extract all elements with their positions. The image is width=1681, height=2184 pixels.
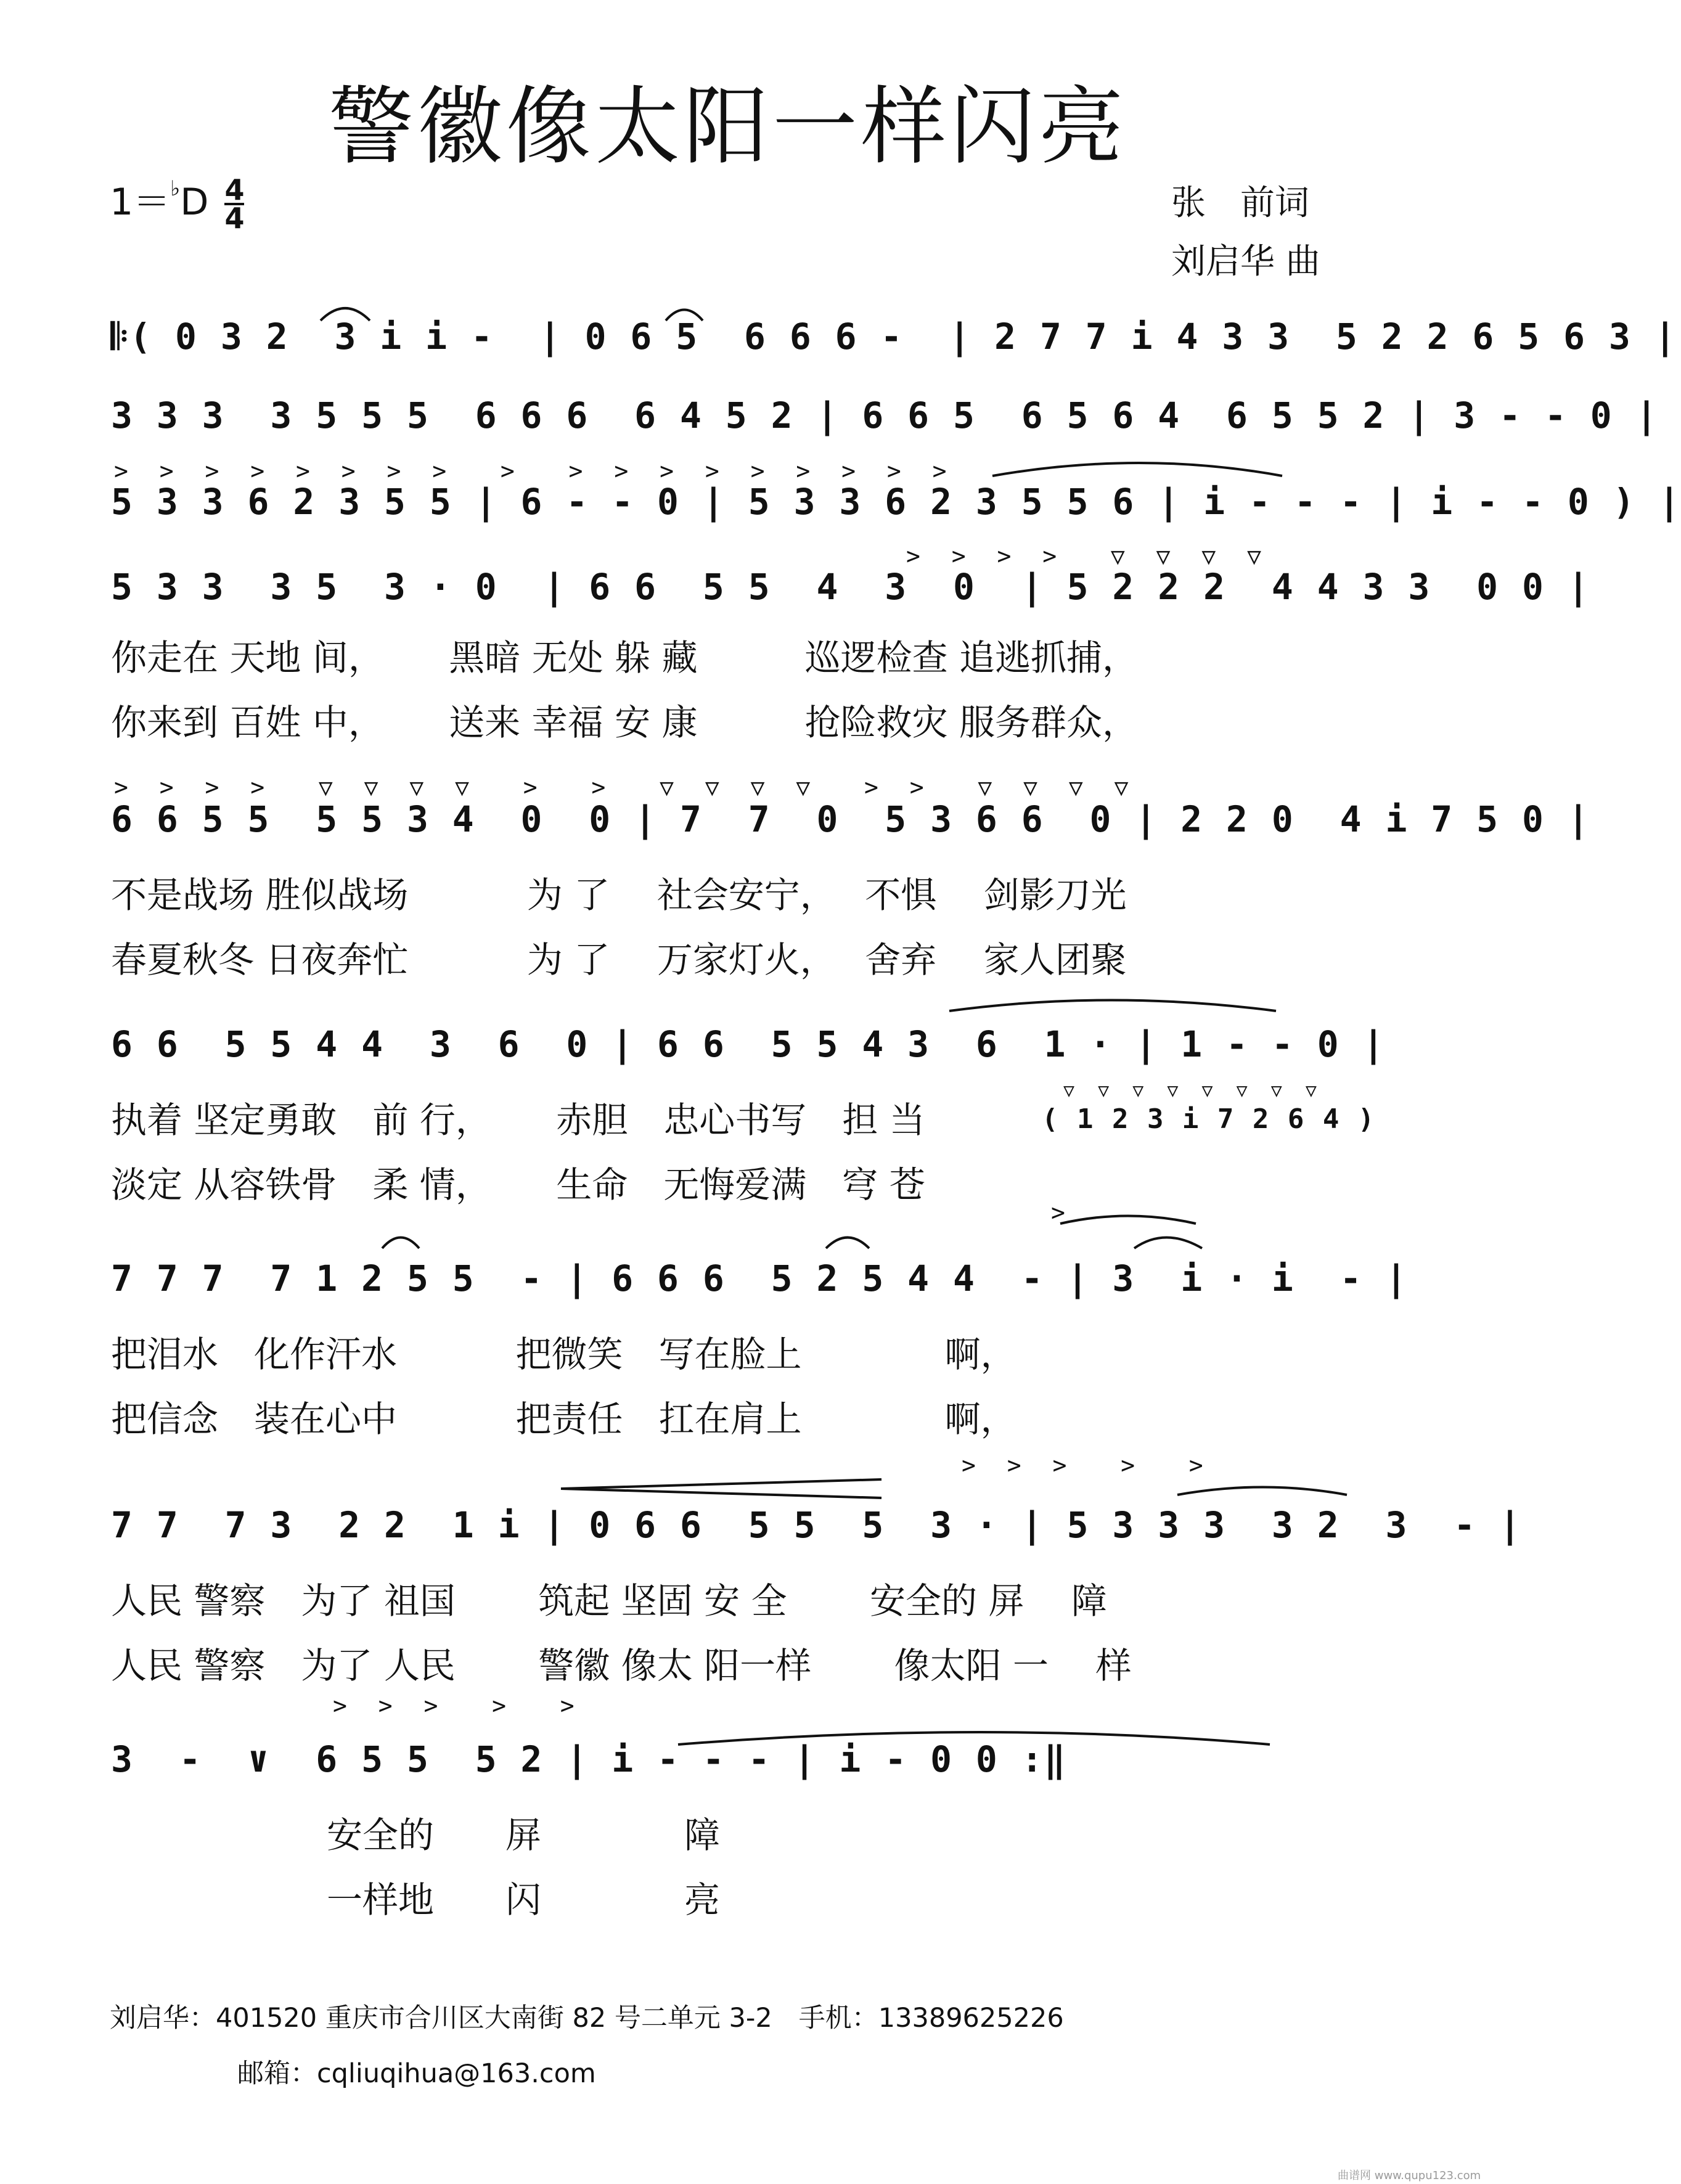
notation-line-6: 6 6 5 5 4 4 3 6 0 | 6 6 5 5 4 3 6 1 · | 1 - - 0 | (111, 1023, 1386, 1065)
composer-credit: 刘启华 曲 (1171, 242, 1320, 282)
lyric-line-7b: 把信念 装在心中 把责任 扛在肩上 啊， (111, 1398, 1016, 1440)
lyric-line-5b: 春夏秋冬 日夜奔忙 为 了 万家灯火， 舍弃 家人团聚 (111, 939, 1127, 981)
notation-line-4: 5 3 3 3 5 3 · 0 | 6 6 5 5 4 3 0 | 5 2 2 2 4 4 3 3 0 0 | (111, 566, 1590, 608)
flat-sign: ♭ (170, 176, 181, 201)
slur (826, 1238, 869, 1249)
lyric-line-4b: 你来到 百姓 中， 送来 幸福 安 康 抢险救灾 服务群众， (111, 701, 1139, 743)
slur (1177, 1487, 1347, 1495)
lyric-line-8a: 人民 警察 为了 祖国 筑起 坚固 安 全 安全的 屏 障 (111, 1580, 1107, 1622)
accent-marks-9: > > > > > (333, 1692, 583, 1719)
slur (1134, 1238, 1202, 1249)
slur (678, 1732, 1270, 1744)
accent-marks-5: > > > > ▽ ▽ ▽ ▽ > > ▽ ▽ ▽ ▽ > > ▽ ▽ ▽ ▽ (114, 774, 1137, 801)
slur (666, 310, 703, 321)
slur (321, 308, 370, 321)
notation-line-5: 6 6 5 5 5 5 3 4 0 0 | 7 7 0 5 3 6 6 0 | 2 2 0 4 i 7 5 0 | (111, 798, 1590, 840)
footer-contact: 刘启华：401520 重庆市合川区大南街 82 号二单元 3-2 手机：13389625226 (110, 2003, 1064, 2034)
crescendo (561, 1479, 881, 1498)
slur (992, 463, 1282, 476)
lyric-line-8b: 人民 警察 为了 人民 警徽 像太 阳一样 像太阳 一 样 (111, 1645, 1132, 1687)
bridge-notes: ( 1 2 3 i 7 2 6 4 ) (1042, 1103, 1376, 1135)
accent-marks-3: > > > > > > > > > > > > > > > > > > (114, 457, 955, 485)
slur (1060, 1216, 1196, 1224)
lyric-line-6b: 淡定 从容铁骨 柔 情， 生命 无悔爱满 穹 苍 (111, 1164, 925, 1206)
bridge-marks: ▽ ▽ ▽ ▽ ▽ ▽ ▽ ▽ (1063, 1080, 1323, 1102)
slur (949, 1000, 1276, 1012)
key-note: D (180, 181, 209, 224)
lyric-line-9a: 安全的 屏 障 (327, 1814, 721, 1856)
lyricist-credit: 张 前词 (1171, 183, 1309, 223)
notation-line-7: 7 7 7 7 1 2 5 5 - | 6 6 6 5 2 5 4 4 - | 3 i · i - | (111, 1258, 1409, 1299)
notation-line-2: 3 3 3 3 5 5 5 6 6 6 6 4 5 2 | 6 6 5 6 5 6 4 6 5 5 2 | 3 - - 0 | (111, 395, 1659, 436)
notation-line-8: 7 7 7 3 2 2 1 i | 0 6 6 5 5 5 3 · | 5 3 3 3 3 2 3 - | (111, 1504, 1522, 1546)
accent-marks-8: > > > > > (962, 1452, 1212, 1479)
song-title: 警徽像太阳一样闪亮 (328, 77, 1127, 176)
lyric-line-4a: 你走在 天地 间， 黑暗 无处 躲 藏 巡逻检查 追逃抓捕， (111, 637, 1139, 679)
time-sig-bottom: 4 (224, 202, 245, 235)
notation-line-1: 𝄆( 0 3 2 3 i i - | 0 6 5 6 6 6 - | 2 7 7 i 4 3 3 5 2 2 6 5 6 3 | (111, 316, 1677, 358)
lyric-line-7a: 把泪水 化作汗水 把微笑 写在脸上 啊， (111, 1333, 1016, 1375)
footer-email: 邮箱：cqliuqihua@163.com (237, 2058, 596, 2089)
notation-line-3: 5 3 3 6 2 3 5 5 | 6 - - 0 | 5 3 3 6 2 3 5 5 6 | i - - - | i - - 0 ) | (111, 481, 1681, 523)
lyric-line-6a: 执着 坚定勇敢 前 行， 赤胆 忠心书写 担 当 (111, 1099, 925, 1141)
key-prefix: 1＝ (110, 181, 171, 224)
accent-marks-7: > (1051, 1199, 1074, 1226)
lyric-line-9b: 一样地 闪 亮 (327, 1879, 721, 1921)
lyric-line-5a: 不是战场 胜似战场 为 了 社会安宁， 不惧 剑影刀光 (111, 874, 1127, 916)
time-sig-top: 4 (224, 173, 245, 207)
accent-marks-4: > > > > ▽ ▽ ▽ ▽ (906, 542, 1270, 570)
notation-line-9: 3 - ∨ 6 5 5 5 2 | i - - - | i - 0 0 :‖ (111, 1738, 1067, 1780)
watermark: 曲谱网 www.qupu123.com (1338, 2169, 1481, 2182)
slur (382, 1238, 419, 1249)
